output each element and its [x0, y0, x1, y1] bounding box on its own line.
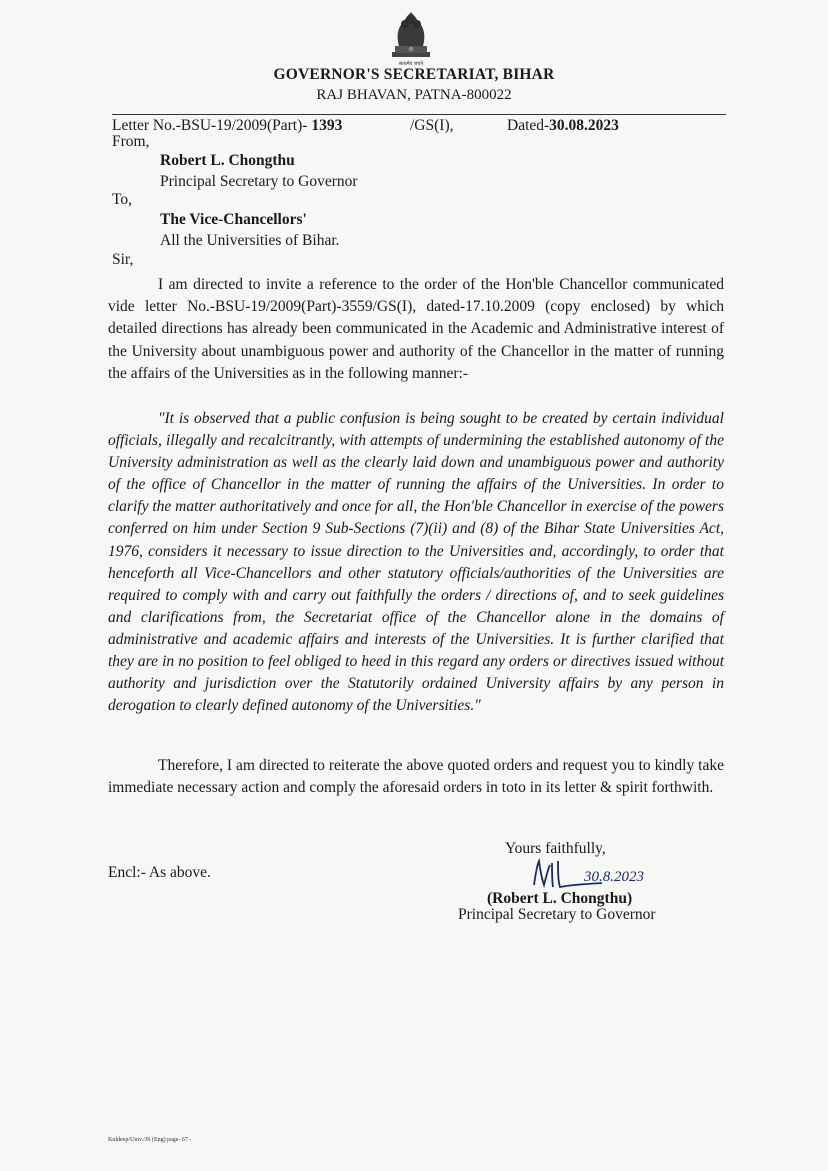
national-emblem-icon — [386, 8, 436, 68]
ref-prefix: Letter No.-BSU-19/2009(Part)- — [112, 117, 312, 134]
quoted-order: "It is observed that a public confusion is being sought to be created by certain individual officials, illegally and recalcitrantly, with attempts of undermining the established autonomy of the University administration as well as the clearly laid down and unambiguous power and authority of the office of Chancellor in the matter of running the affairs of the Universities. In order to clarify the matter authoritatively and once for all, the Hon'ble Chancellor in exercise of the powers conferred on him under Section 9 Sub-Sections (7)(ii) and (8) of the Bihar State Universities Act, 1976, considers it necessary to issue direction to the Universities and, accordingly, to order that henceforth all Vice-Chancellors and other statutory officials/authorities of the Universities are required to comply with and carry out faithfully the orders / directions of, and to seek guidelines and clarifications from, the Secretariat office of the Chancellor alone in the domains of administrative and academic affairs and interests of the Universities. It is further clarified that they are in no position to feel obliged to heed in this regard any orders or directives issued without authority and jurisdiction over the Statutorily ordained University affairs by any person in derogation to clearly defined autonomy of the Universities." — [108, 410, 724, 715]
from-name: Robert L. Chongthu — [160, 152, 295, 169]
signature-date: 30.8.2023 — [584, 869, 644, 885]
signatory-name: (Robert L. Chongthu) — [487, 890, 633, 907]
letter-date — [507, 117, 619, 135]
to-designation: All the Universities of Bihar. — [160, 232, 340, 249]
ref-number: 1393 — [311, 117, 343, 134]
from-label: From, — [112, 133, 150, 150]
to-label: To, — [112, 191, 133, 208]
secretariat-address: RAJ BHAVAN, PATNA-800022 — [316, 87, 512, 103]
secretariat-title: GOVERNOR'S SECRETARIAT, BIHAR — [273, 66, 555, 83]
signatory-designation: Principal Secretary to Governor — [458, 906, 656, 923]
to-name: The Vice-Chancellors' — [160, 211, 307, 228]
dated-value: 30.08.2023 — [549, 117, 619, 134]
ref-suffix: /GS(I), — [410, 117, 454, 134]
body-paragraph-2: Therefore, I am directed to reiterate the above quoted orders and request you to kindly take immediate necessary action and comply the aforesaid orders in toto in its letter & spirit forthwith. — [108, 757, 724, 797]
emblem-caption: सत्यमेव जयते — [398, 62, 424, 67]
from-designation: Principal Secretary to Governor — [160, 173, 358, 190]
salutation: Sir, — [112, 251, 134, 268]
dated-label: Dated- — [507, 117, 550, 134]
handwritten-signature — [530, 855, 680, 893]
header-divider — [112, 114, 726, 115]
enclosure-note: Encl:- As above. — [108, 864, 211, 881]
closing-yours: Yours faithfully, — [505, 840, 606, 857]
body-paragraph-1: I am directed to invite a reference to the order of the Hon'ble Chancellor communicated vide letter No.-BSU-19/2009(Part)-3559/GS(I), dated-17.10.2009 (copy enclosed) by which detailed directions has already been communicated in the Academic and Administrative interest of the University about unambiguous power and authority of the Chancellor in the matter of running the affairs of the Universities as in the following manner:- — [108, 276, 724, 382]
file-reference: Kuldeep/Univ./JS (Eng) page- 67 - — [108, 1137, 192, 1143]
